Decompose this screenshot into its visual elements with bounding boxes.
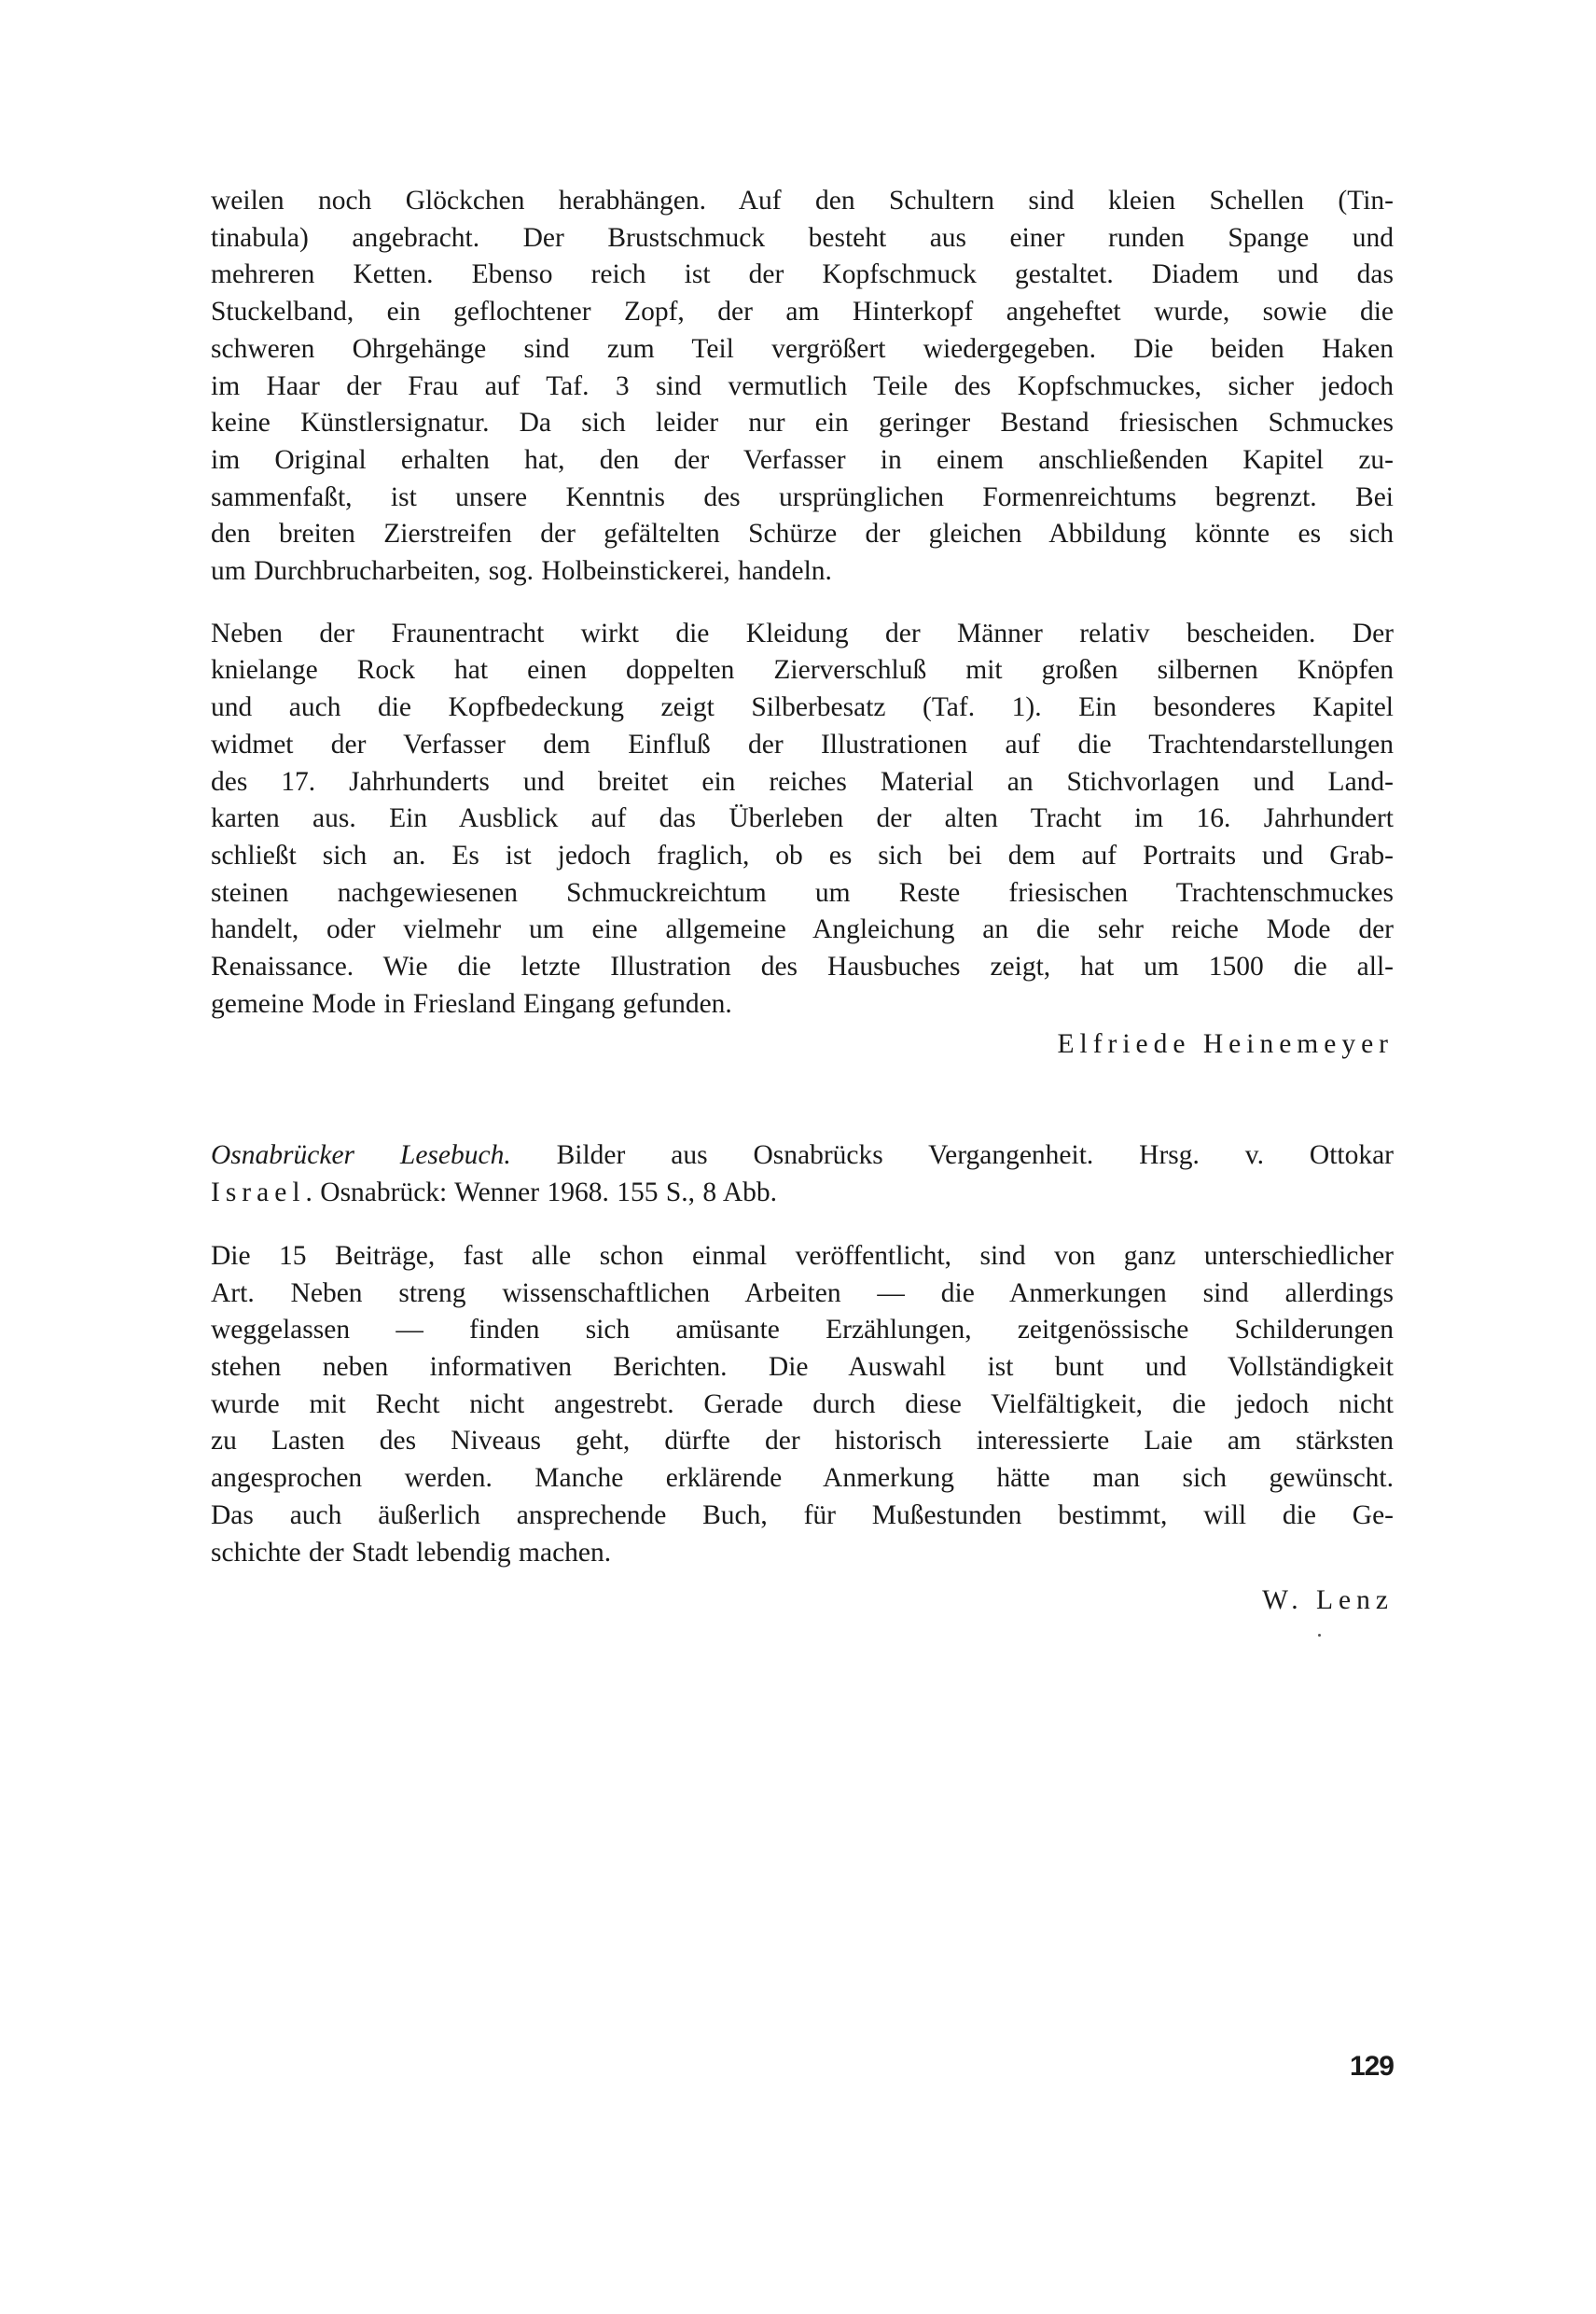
- publication-info: . Osnabrück: Wenner 1968. 155 S., 8 Abb.: [305, 1178, 778, 1208]
- text-line: keine Künstlersignatur. Da sich leider nur ein geringer Bestand friesischen Schmuckes: [211, 408, 1394, 439]
- text-line: schließt sich an. Es ist jedoch fraglich, ob es sich bei dem auf Portraits und Grab-: [211, 840, 1394, 871]
- review-paragraph-3: [211, 1238, 1394, 1571]
- reviewer-signature: W. Lenz: [1262, 1585, 1394, 1616]
- text-line: knielange Rock hat einen doppelten Zierverschluß mit großen silbernen Knöpfen: [211, 655, 1394, 686]
- text-line: Die 15 Beiträge, fast alle schon einmal veröffentlicht, sind von ganz unterschiedlicher: [211, 1240, 1394, 1271]
- text-line: gemeine Mode in Friesland Eingang gefunden.: [211, 988, 732, 1019]
- text-line: weilen noch Glöckchen herabhängen. Auf den Schultern sind kleien Schellen (Tin-: [211, 186, 1394, 216]
- text-line: karten aus. Ein Ausblick auf das Überleben der alten Tracht im 16. Jahrhundert: [211, 803, 1394, 834]
- review-paragraph-1: [211, 183, 1394, 591]
- text-line: sammenfaßt, ist unsere Kenntnis des ursprünglichen Formenreichtums begrenzt. Bei: [211, 481, 1394, 512]
- text-line: im Original erhalten hat, den der Verfasser in einem anschließenden Kapitel zu-: [211, 444, 1394, 475]
- text-line: Stuckelband, ein geflochtener Zopf, der am Hinterkopf angeheftet wurde, sowie die: [211, 297, 1394, 328]
- text-line: weggelassen — finden sich amüsante Erzählungen, zeitgenössische Schilderungen: [211, 1315, 1394, 1345]
- text-line: widmet der Verfasser dem Einfluß der Illustrationen auf die Trachtendarstellungen: [211, 729, 1394, 760]
- text-line: handelt, oder vielmehr um eine allgemeine Angleichung an die sehr reiche Mode der: [211, 914, 1394, 945]
- text-line: Art. Neben streng wissenschaftlichen Arbeiten — die Anmerkungen sind allerdings: [211, 1277, 1394, 1308]
- text-line: den breiten Zierstreifen der gefältelten Schürze der gleichen Abbildung könnte es sich: [211, 519, 1394, 550]
- text-line: tinabula) angebracht. Der Brustschmuck besteht aus einer runden Spange und: [211, 222, 1394, 253]
- text-line: und auch die Kopfbedeckung zeigt Silberbesatz (Taf. 1). Ein besonderes Kapitel: [211, 692, 1394, 723]
- text-line: schweren Ohrgehänge sind zum Teil vergrößert wiedergegeben. Die beiden Haken: [211, 333, 1394, 364]
- reviewer-signature: Elfriede Heinemeyer: [1057, 1029, 1394, 1060]
- review-heading-line: [211, 1175, 1394, 1212]
- text-line: im Haar der Frau auf Taf. 3 sind vermutlich Teile des Kopfschmuckes, sicher jedoch: [211, 370, 1394, 401]
- text-line: zu Lasten des Niveaus geht, dürfte der historisch interessierte Laie am stärksten: [211, 1426, 1394, 1457]
- text-line: mehreren Ketten. Ebenso reich ist der Kopfschmuck gestaltet. Diadem und das: [211, 259, 1394, 290]
- text-line: des 17. Jahrhunderts und breitet ein reiches Material an Stichvorlagen und Land-: [211, 766, 1394, 797]
- text-line: Das auch äußerlich ansprechende Buch, für Mußestunden bestimmt, will die Ge-: [211, 1499, 1394, 1530]
- review-heading-line: [211, 1137, 1394, 1175]
- document-page: [211, 183, 1394, 2254]
- text-line: steinen nachgewiesenen Schmuckreichtum um Reste friesischen Trachtenschmuckes: [211, 877, 1394, 908]
- book-subtitle: Bilder aus Osnabrücks Vergangenheit. Hrsg. v. Ottokar: [510, 1140, 1394, 1171]
- text-line: schichte der Stadt lebendig machen.: [211, 1537, 612, 1568]
- text-line: wurde mit Recht nicht angestrebt. Gerade durch diese Vielfältigkeit, die jedoch nicht: [211, 1388, 1394, 1419]
- page-number: 129: [1349, 2051, 1394, 2082]
- print-speck: [1318, 1634, 1321, 1637]
- text-line: um Durchbrucharbeiten, sog. Holbeinstickerei, handeln.: [211, 556, 832, 587]
- text-line: Neben der Fraunentracht wirkt die Kleidung der Männer relativ bescheiden. Der: [211, 618, 1394, 648]
- book-title: Osnabrücker Lesebuch.: [211, 1140, 511, 1171]
- text-line: Renaissance. Wie die letzte Illustration des Hausbuches zeigt, hat um 1500 die all-: [211, 952, 1394, 983]
- editor-surname: Israel: [211, 1178, 306, 1208]
- text-line: angesprochen werden. Manche erklärende Anmerkung hätte man sich gewünscht.: [211, 1463, 1394, 1494]
- review-paragraph-2: [211, 616, 1394, 1024]
- review-heading: [211, 1137, 1394, 1211]
- text-line: stehen neben informativen Berichten. Die Auswahl ist bunt und Vollständigkeit: [211, 1351, 1394, 1382]
